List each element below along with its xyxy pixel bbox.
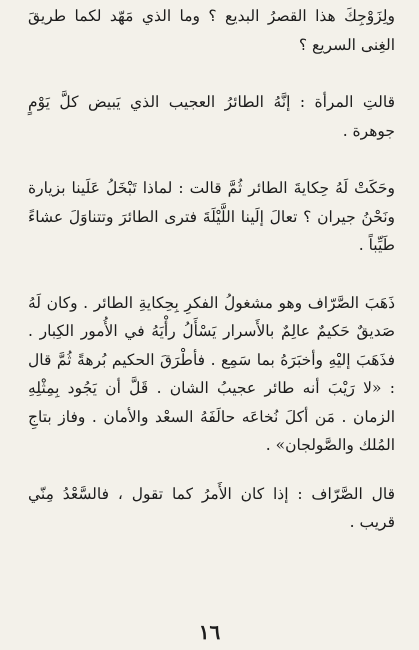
- paragraph-4: ذَهَبَ الصَّرّاف وهو مشغولُ الفكرِ بِحِكايةِ الطائر . وكان لَهُ صَديقٌ حَكيمٌ عالِمٌ بالأَسرار يَسْأَلُ رأْيَهُ في الأُمور الكِبار . فذَهَبَ إليْهِ وأخبَرَهُ بما سَمِع . فأطْرَقَ الحكيم بُرهةً ثُمَّ قال : «لا رَيْبَ أنه طائر عجيبُ الشان . قَلَّ أن يَجُود بِمِثْلِهِ الزمان . مَن أكلَ نُخاعَه حالَفَهُ السعْد والأمان . وفاز بتاجِ المُلك والصَّولجان» .: [28, 293, 395, 454]
- paragraph-5: قال الصَّرّاف : إذا كان الأَمرُ كما تقول ، فالسَّعْدُ مِنّي قريب .: [28, 484, 395, 531]
- paragraph-3: وحَكَتْ لَهُ حِكايةَ الطائر ثُمَّ قالت : لماذا تَبْخَلُ عَلَينا بزيارة ونَحْنُ جيران ؟ تعالَ إلَينا اللَّيْلَةَ فترى الطائرَ وتتناوَلَ عشاءً طَيِّباً .: [28, 179, 395, 254]
- paragraph-2: قالتِ المرأة : إنَّهُ الطائرُ العجيب الذي يَبيض كلَّ يَوْمٍ جوهرة .: [28, 93, 395, 140]
- paragraph-1: ولِزَوْجِكَ هذا القصرُ البديع ؟ وما الذي مَهّد لكما طريقَ الغِنى السريع ؟: [28, 7, 395, 54]
- page-body: [28, 2, 395, 537]
- page-number: ١٦: [198, 620, 221, 644]
